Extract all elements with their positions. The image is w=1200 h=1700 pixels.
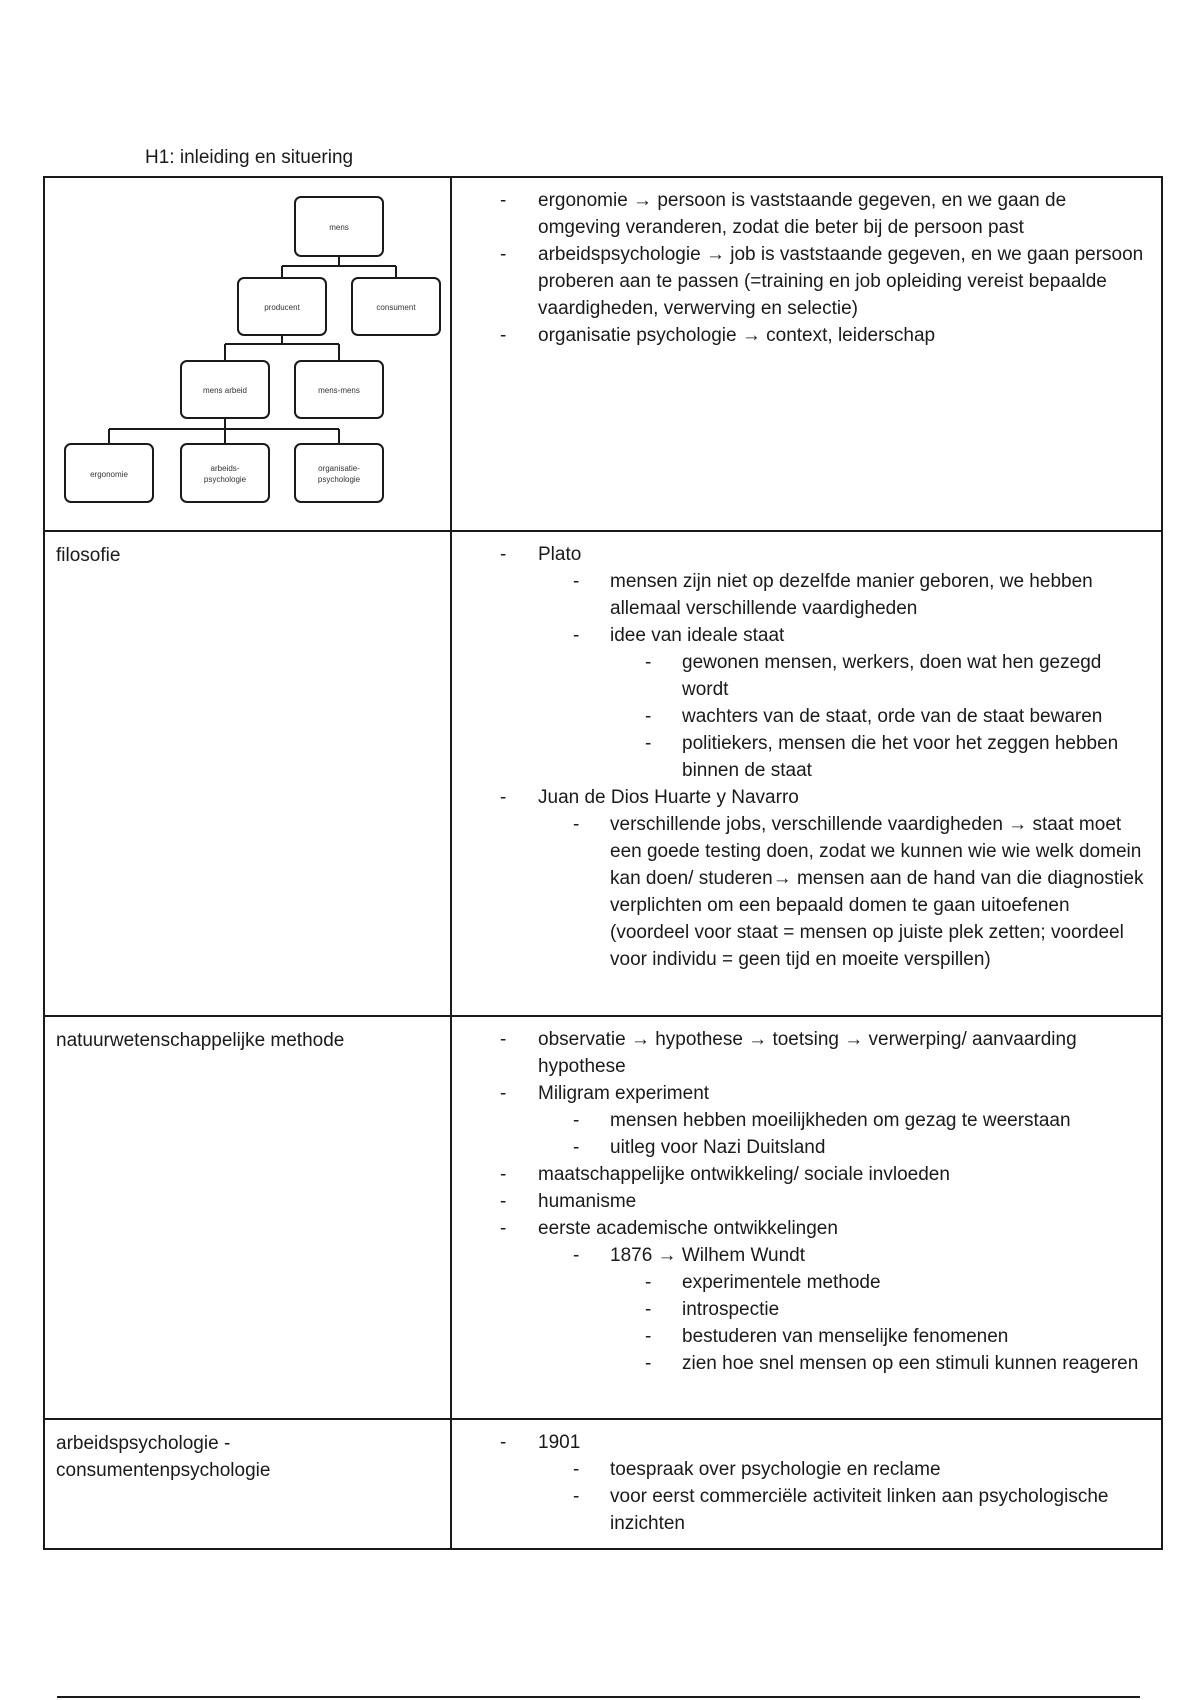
node-consument-label: consument	[376, 303, 416, 312]
wundt-sublist	[452, 1269, 1149, 1377]
topic-label-filosofie: filosofie	[56, 545, 121, 566]
table-row-intro	[44, 177, 1162, 531]
methode-notes-cell	[451, 1016, 1162, 1419]
topic-cell	[44, 1016, 451, 1419]
list-item: - verschillende jobs, verschillende vaardigheden → staat moet een goede testing doen, zodat we kunnen wie wie welk domein kan doen/ studeren→ mensen aan de hand van die diagnostiek verplichten om een bepaald domen te gaan uitoefenen (voordeel voor staat = mensen op juiste plek zetten; voordeel voor individu = geen tijd en moeite verspillen)	[452, 811, 1149, 973]
intro-notes-cell	[451, 177, 1162, 531]
plato-sublist	[452, 568, 1149, 784]
milgram-sublist	[452, 1107, 1149, 1161]
arbeidspsychologie-list	[452, 1429, 1149, 1537]
arbeidspsychologie-notes-cell	[451, 1419, 1162, 1549]
list-item: - bestuderen van menselijke fenomenen	[452, 1323, 1149, 1350]
table-row-methode	[44, 1016, 1162, 1419]
academic-sublist-wrapper	[452, 1242, 1149, 1377]
topic-label-arbeidspsychologie: arbeidspsychologie - consumentenpsychologie	[56, 1433, 271, 1481]
node-mens-arbeid	[181, 361, 269, 418]
list-item: - Miligram experiment	[452, 1080, 1149, 1107]
list-item: - ergonomie → persoon is vaststaande gegeven, en we gaan de omgeving veranderen, zodat die beter bij de persoon past	[452, 187, 1149, 241]
list-item: - maatschappelijke ontwikkeling/ sociale invloeden	[452, 1161, 1149, 1188]
list-item: - zien hoe snel mensen op een stimuli kunnen reageren	[452, 1350, 1149, 1377]
year-sublist	[452, 1456, 1149, 1537]
footer-divider	[57, 1696, 1140, 1698]
filosofie-list	[452, 541, 1149, 973]
topic-cell	[44, 531, 451, 1016]
ideal-state-sublist	[452, 649, 1149, 784]
list-item: - experimentele methode	[452, 1269, 1149, 1296]
node-consument	[352, 278, 440, 335]
academic-sublist	[452, 1242, 1149, 1377]
list-item: - observatie → hypothese → toetsing → verwerping/ aanvaarding hypothese	[452, 1026, 1149, 1080]
table-row-filosofie	[44, 531, 1162, 1016]
milgram-sublist-wrapper	[452, 1107, 1149, 1161]
intro-list	[452, 187, 1149, 349]
node-arbeids-label-1: arbeids-	[210, 464, 240, 473]
table-row-arbeidspsychologie	[44, 1419, 1162, 1549]
list-item: - mensen zijn niet op dezelfde manier geboren, we hebben allemaal verschillende vaardigheden	[452, 568, 1149, 622]
filosofie-notes-cell	[451, 531, 1162, 1016]
list-item: - idee van ideale staat	[452, 622, 1149, 649]
node-organisatiepsychologie	[295, 444, 383, 502]
methode-list	[452, 1026, 1149, 1377]
list-item: - toespraak over psychologie en reclame	[452, 1456, 1149, 1483]
wundt-sublist-wrapper	[452, 1269, 1149, 1377]
huarte-sublist	[452, 811, 1149, 973]
org-diagram	[45, 178, 450, 528]
org-diagram-cell	[44, 177, 451, 531]
node-ergonomie-label: ergonomie	[90, 470, 128, 479]
list-item: - eerste academische ontwikkelingen	[452, 1215, 1149, 1242]
node-organisatie-label-2: psychologie	[317, 475, 361, 484]
node-producent-label: producent	[264, 303, 300, 312]
node-arbeidspsychologie	[181, 444, 269, 502]
list-item: - uitleg voor Nazi Duitsland	[452, 1134, 1149, 1161]
node-ergonomie	[65, 444, 153, 502]
node-mens	[295, 197, 383, 256]
list-item	[452, 541, 1149, 568]
topic-cell	[44, 1419, 451, 1549]
plato-sublist-wrapper	[452, 568, 1149, 784]
list-item: - humanisme	[452, 1188, 1149, 1215]
page-heading: H1: inleiding en situering	[145, 147, 354, 168]
list-item	[452, 784, 1149, 811]
topic-label-methode: natuurwetenschappelijke methode	[56, 1030, 345, 1051]
list-item: - introspectie	[452, 1296, 1149, 1323]
list-item: - mensen hebben moeilijkheden om gezag te weerstaan	[452, 1107, 1149, 1134]
node-mens-mens	[295, 361, 383, 418]
node-producent	[238, 278, 326, 335]
notes-table	[43, 176, 1163, 1550]
node-mens-label: mens	[329, 223, 349, 232]
huarte-sublist-wrapper	[452, 811, 1149, 973]
node-arbeids-label-2: psychologie	[203, 475, 247, 484]
list-item: - voor eerst commerciële activiteit linken aan psychologische inzichten	[452, 1483, 1149, 1537]
list-item: - organisatie psychologie → context, leiderschap	[452, 322, 1149, 349]
plato-label: Plato	[538, 544, 582, 565]
list-item: - gewonen mensen, werkers, doen wat hen gezegd wordt	[452, 649, 1149, 703]
node-mens-arbeid-label: mens arbeid	[202, 386, 248, 395]
list-item: - wachters van de staat, orde van de staat bewaren	[452, 703, 1149, 730]
year-sublist-wrapper	[452, 1456, 1149, 1537]
node-organisatie-label-1: organisatie-	[318, 464, 360, 473]
list-item: - 1876 → Wilhem Wundt	[452, 1242, 1149, 1269]
list-item: - arbeidspsychologie → job is vaststaande gegeven, en we gaan persoon proberen aan te passen (=training en job opleiding vereist bepaalde vaardigheden, verwerving en selectie)	[452, 241, 1149, 322]
list-item: - politiekers, mensen die het voor het zeggen hebben binnen de staat	[452, 730, 1149, 784]
ideal-state-sublist-wrapper	[452, 649, 1149, 784]
node-mens-mens-label: mens-mens	[318, 386, 360, 395]
huarte-label: Juan de Dios Huarte y Navarro	[538, 787, 799, 808]
list-item: - 1901	[452, 1429, 1149, 1456]
